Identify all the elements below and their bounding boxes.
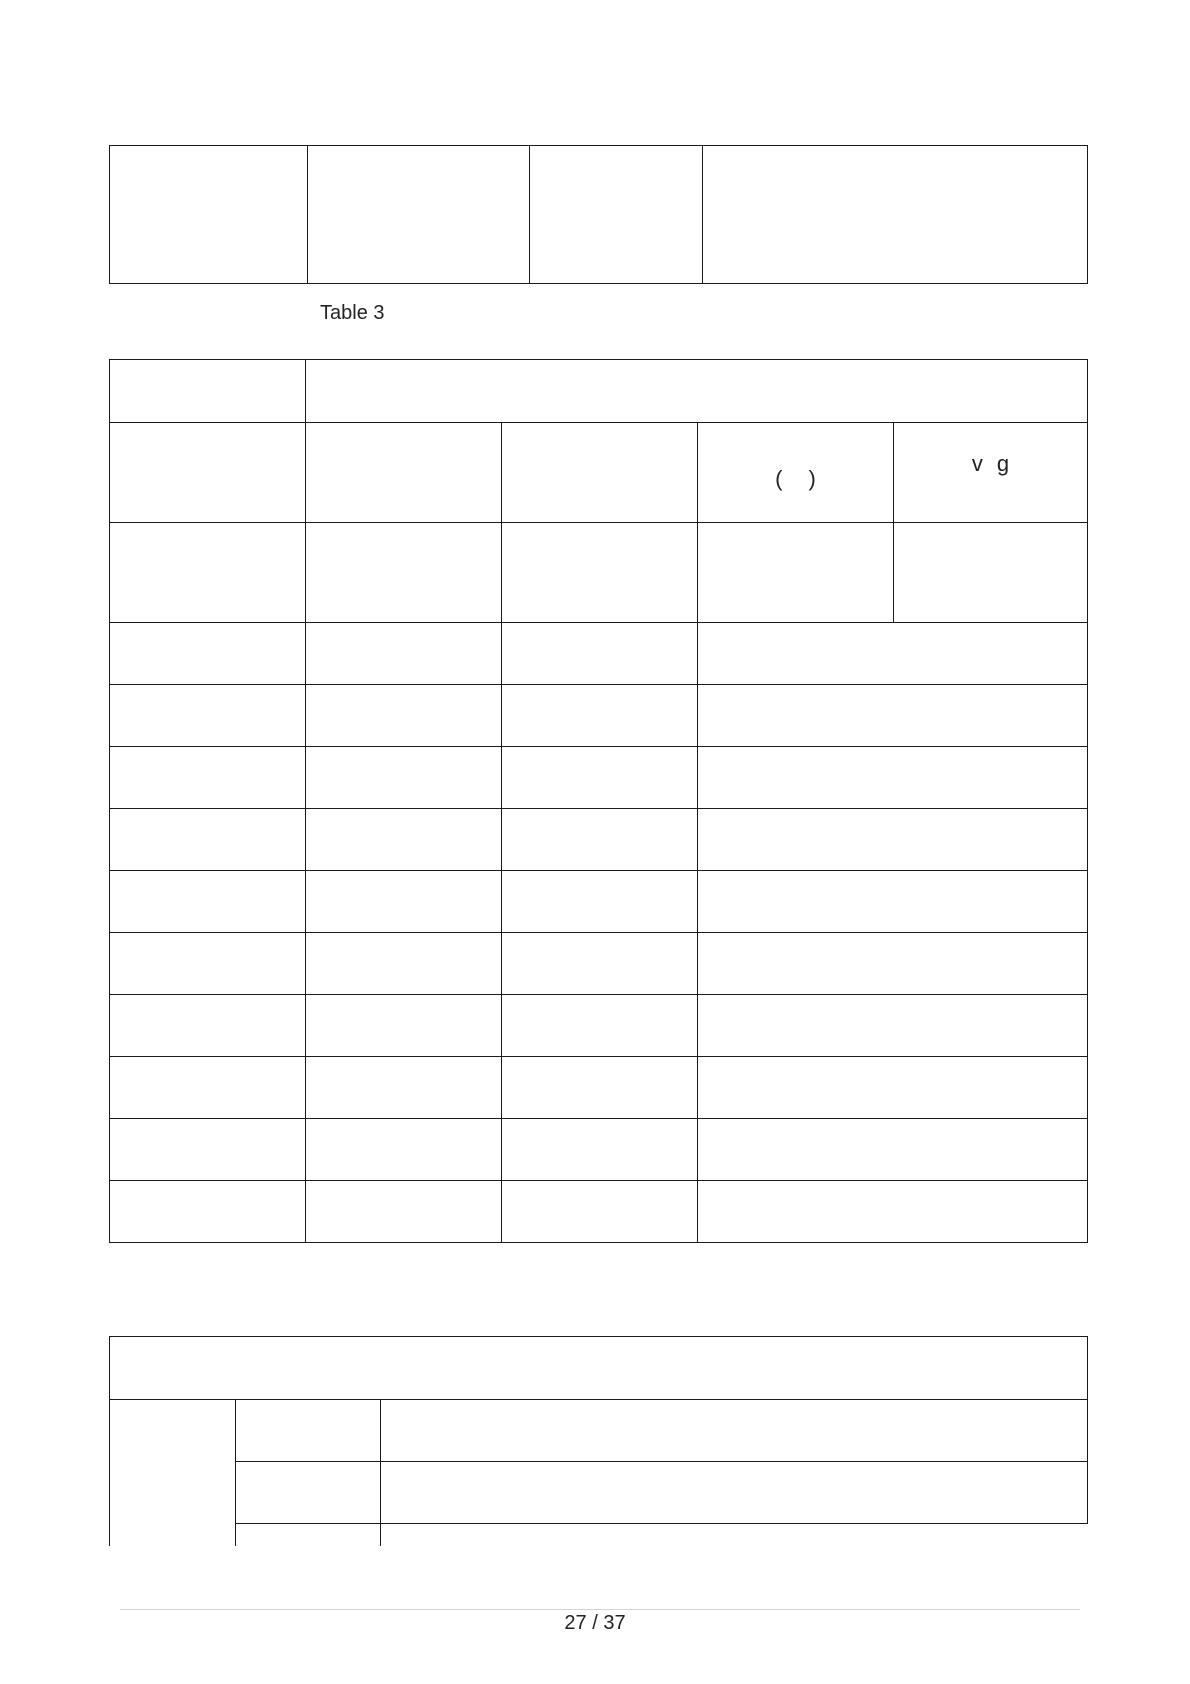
table-cell: [236, 1524, 381, 1547]
table-cell: [698, 747, 1088, 809]
table-cell: [698, 1181, 1088, 1243]
table-cell: [698, 685, 1088, 747]
table-cell: [110, 685, 306, 747]
table-row: [110, 995, 1088, 1057]
table-cell: [110, 623, 306, 685]
table-row: [110, 1337, 1088, 1400]
table-cell-paren: [698, 423, 894, 523]
table-cell: [703, 146, 1088, 284]
table-cell: [381, 1462, 1088, 1524]
table-cell: [698, 995, 1088, 1057]
table-cell: [502, 423, 698, 523]
table-cell: [306, 523, 502, 623]
table-cell: [698, 809, 1088, 871]
table-row: [110, 1181, 1088, 1243]
table-cell: [306, 360, 1088, 423]
vg-v: v: [971, 450, 983, 476]
table-cell: [110, 423, 306, 523]
page-number: 27 / 37: [564, 1612, 626, 1634]
table-cell: [698, 933, 1088, 995]
next-table: [109, 1336, 1088, 1546]
table-row: [110, 360, 1088, 423]
table-cell: [502, 995, 698, 1057]
table-cell: [110, 146, 308, 284]
table-cell: [698, 1057, 1088, 1119]
table-cell: [502, 809, 698, 871]
table-row: [110, 809, 1088, 871]
table-cell: [110, 1119, 306, 1181]
table-cell: [502, 1181, 698, 1243]
table-cell: [306, 933, 502, 995]
table-cell: [698, 523, 894, 623]
paren-close: ): [808, 465, 816, 491]
table-cell: [698, 623, 1088, 685]
table-cell: [110, 523, 306, 623]
table-cell: [381, 1400, 1088, 1462]
table-3: [109, 359, 1088, 1243]
table-cell: [306, 1057, 502, 1119]
table-cell: [236, 1400, 381, 1462]
table-cell: [110, 1057, 306, 1119]
table-cell: [308, 146, 530, 284]
table-cell: [236, 1462, 381, 1524]
table-cell: [381, 1524, 1088, 1547]
table-cell: [110, 871, 306, 933]
table-cell: [502, 871, 698, 933]
table-row: [110, 685, 1088, 747]
table-cell: [502, 933, 698, 995]
table-cell: [306, 1119, 502, 1181]
table-row: [110, 1119, 1088, 1181]
table-cell: [306, 423, 502, 523]
table-cell: [110, 933, 306, 995]
table-cell: [698, 1119, 1088, 1181]
table-cell: [110, 809, 306, 871]
table-row: [110, 933, 1088, 995]
table-row: [110, 146, 1088, 284]
table-cell-vg: [894, 423, 1088, 523]
table-cell: [502, 685, 698, 747]
table-cell: [306, 995, 502, 1057]
table-row: [110, 1400, 1088, 1462]
table-cell: [306, 623, 502, 685]
table-cell: [502, 1057, 698, 1119]
table-row: [110, 747, 1088, 809]
table-cell: [110, 1400, 236, 1547]
table-cell: [306, 1181, 502, 1243]
table-row: [110, 523, 1088, 623]
table-row: [110, 1057, 1088, 1119]
table-row: [110, 423, 1088, 523]
vg-g: g: [996, 450, 1010, 476]
table-row: [110, 1462, 1088, 1524]
table-row: [110, 623, 1088, 685]
table-cell: [502, 523, 698, 623]
table-cell: [502, 1119, 698, 1181]
table-cell: [110, 995, 306, 1057]
table-cell: [306, 809, 502, 871]
table-cell: [110, 1181, 306, 1243]
table-cell: [110, 1337, 1088, 1400]
footer-divider: [120, 1609, 1080, 1610]
table-cell: [502, 623, 698, 685]
table-cell: [110, 747, 306, 809]
table-row: [110, 1524, 1088, 1547]
table-cell: [530, 146, 703, 284]
continued-table: [109, 145, 1088, 284]
table-cell: [502, 747, 698, 809]
table-cell: [110, 360, 306, 423]
table-cell: [306, 871, 502, 933]
table-caption: Table 3: [320, 302, 385, 324]
table-cell: [306, 747, 502, 809]
table-cell: [306, 685, 502, 747]
table-cell: [698, 871, 1088, 933]
paren-open: (: [775, 465, 783, 491]
table-row: [110, 871, 1088, 933]
table-cell: [894, 523, 1088, 623]
